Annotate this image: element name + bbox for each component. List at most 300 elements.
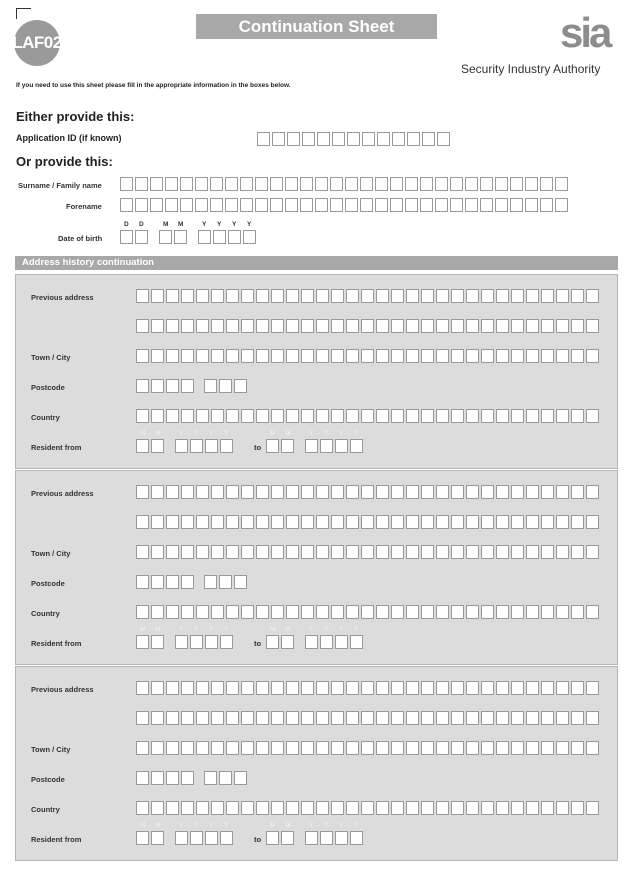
forename-box[interactable] xyxy=(450,198,463,212)
country-box[interactable] xyxy=(181,409,194,423)
forename-box[interactable] xyxy=(225,198,238,212)
country-box[interactable] xyxy=(271,605,284,619)
surname-box[interactable] xyxy=(255,177,268,191)
forename-box[interactable] xyxy=(525,198,538,212)
country-box[interactable] xyxy=(316,409,329,423)
address-line-1-box[interactable] xyxy=(466,485,479,499)
application-id-box[interactable] xyxy=(377,132,390,146)
resident-from-box[interactable] xyxy=(175,635,188,649)
resident-to-box[interactable] xyxy=(335,439,348,453)
surname-box[interactable] xyxy=(420,177,433,191)
address-line-2-box[interactable] xyxy=(361,319,374,333)
surname-box[interactable] xyxy=(195,177,208,191)
resident-from-box[interactable] xyxy=(151,439,164,453)
address-line-1-box[interactable] xyxy=(481,681,494,695)
postcode-box[interactable] xyxy=(151,771,164,785)
town-box[interactable] xyxy=(286,545,299,559)
forename-box[interactable] xyxy=(420,198,433,212)
country-box[interactable] xyxy=(406,605,419,619)
address-line-1-box[interactable] xyxy=(211,485,224,499)
country-box[interactable] xyxy=(181,605,194,619)
town-box[interactable] xyxy=(571,545,584,559)
country-box[interactable] xyxy=(331,801,344,815)
address-line-2-box[interactable] xyxy=(286,515,299,529)
town-box[interactable] xyxy=(436,545,449,559)
country-box[interactable] xyxy=(181,801,194,815)
resident-from-box[interactable] xyxy=(190,635,203,649)
town-box[interactable] xyxy=(181,741,194,755)
town-box[interactable] xyxy=(196,741,209,755)
country-box[interactable] xyxy=(301,409,314,423)
country-box[interactable] xyxy=(541,605,554,619)
surname-box[interactable] xyxy=(225,177,238,191)
resident-to-box[interactable] xyxy=(305,439,318,453)
surname-box[interactable] xyxy=(435,177,448,191)
postcode-box[interactable] xyxy=(204,771,217,785)
postcode-box[interactable] xyxy=(219,575,232,589)
address-line-1-box[interactable] xyxy=(436,485,449,499)
town-box[interactable] xyxy=(271,741,284,755)
address-line-1-box[interactable] xyxy=(586,681,599,695)
town-box[interactable] xyxy=(361,741,374,755)
postcode-box[interactable] xyxy=(181,771,194,785)
address-line-1-box[interactable] xyxy=(391,681,404,695)
address-line-2-box[interactable] xyxy=(451,515,464,529)
country-box[interactable] xyxy=(511,801,524,815)
resident-to-box[interactable] xyxy=(266,831,279,845)
postcode-box[interactable] xyxy=(234,379,247,393)
forename-box[interactable] xyxy=(165,198,178,212)
surname-box[interactable] xyxy=(450,177,463,191)
country-box[interactable] xyxy=(541,409,554,423)
country-box[interactable] xyxy=(571,605,584,619)
town-box[interactable] xyxy=(361,545,374,559)
town-box[interactable] xyxy=(271,545,284,559)
town-box[interactable] xyxy=(271,349,284,363)
address-line-1-box[interactable] xyxy=(511,681,524,695)
address-line-1-box[interactable] xyxy=(376,289,389,303)
address-line-2-box[interactable] xyxy=(196,515,209,529)
address-line-2-box[interactable] xyxy=(301,319,314,333)
resident-to-box[interactable] xyxy=(305,635,318,649)
forename-box[interactable] xyxy=(540,198,553,212)
town-box[interactable] xyxy=(361,349,374,363)
address-line-2-box[interactable] xyxy=(586,711,599,725)
application-id-box[interactable] xyxy=(257,132,270,146)
town-box[interactable] xyxy=(301,545,314,559)
town-box[interactable] xyxy=(286,349,299,363)
address-line-1-box[interactable] xyxy=(541,485,554,499)
country-box[interactable] xyxy=(241,605,254,619)
country-box[interactable] xyxy=(271,409,284,423)
address-line-2-box[interactable] xyxy=(496,711,509,725)
address-line-1-box[interactable] xyxy=(226,485,239,499)
country-box[interactable] xyxy=(211,605,224,619)
address-line-2-box[interactable] xyxy=(466,711,479,725)
town-box[interactable] xyxy=(451,741,464,755)
address-line-1-box[interactable] xyxy=(181,681,194,695)
resident-to-box[interactable] xyxy=(281,831,294,845)
address-line-2-box[interactable] xyxy=(451,711,464,725)
town-box[interactable] xyxy=(541,741,554,755)
resident-from-box[interactable] xyxy=(151,831,164,845)
address-line-2-box[interactable] xyxy=(526,711,539,725)
forename-box[interactable] xyxy=(555,198,568,212)
address-line-1-box[interactable] xyxy=(166,289,179,303)
address-line-2-box[interactable] xyxy=(241,711,254,725)
forename-box[interactable] xyxy=(135,198,148,212)
country-box[interactable] xyxy=(376,605,389,619)
town-box[interactable] xyxy=(451,545,464,559)
town-box[interactable] xyxy=(541,545,554,559)
address-line-2-box[interactable] xyxy=(496,319,509,333)
address-line-1-box[interactable] xyxy=(391,485,404,499)
town-box[interactable] xyxy=(196,545,209,559)
forename-box[interactable] xyxy=(405,198,418,212)
postcode-box[interactable] xyxy=(181,575,194,589)
country-box[interactable] xyxy=(196,605,209,619)
address-line-2-box[interactable] xyxy=(286,319,299,333)
surname-box[interactable] xyxy=(330,177,343,191)
forename-box[interactable] xyxy=(465,198,478,212)
town-box[interactable] xyxy=(541,349,554,363)
address-line-2-box[interactable] xyxy=(211,711,224,725)
town-box[interactable] xyxy=(586,741,599,755)
country-box[interactable] xyxy=(136,801,149,815)
town-box[interactable] xyxy=(526,545,539,559)
address-line-1-box[interactable] xyxy=(346,485,359,499)
application-id-box[interactable] xyxy=(362,132,375,146)
address-line-1-box[interactable] xyxy=(481,485,494,499)
address-line-1-box[interactable] xyxy=(496,485,509,499)
address-line-2-box[interactable] xyxy=(361,711,374,725)
town-box[interactable] xyxy=(376,349,389,363)
address-line-1-box[interactable] xyxy=(526,681,539,695)
town-box[interactable] xyxy=(406,349,419,363)
country-box[interactable] xyxy=(421,409,434,423)
town-box[interactable] xyxy=(166,349,179,363)
address-line-1-box[interactable] xyxy=(556,681,569,695)
resident-to-box[interactable] xyxy=(335,635,348,649)
resident-to-box[interactable] xyxy=(281,635,294,649)
address-line-1-box[interactable] xyxy=(136,485,149,499)
address-line-1-box[interactable] xyxy=(331,485,344,499)
address-line-1-box[interactable] xyxy=(241,289,254,303)
town-box[interactable] xyxy=(241,741,254,755)
address-line-1-box[interactable] xyxy=(361,289,374,303)
forename-box[interactable] xyxy=(390,198,403,212)
address-line-2-box[interactable] xyxy=(376,319,389,333)
address-line-2-box[interactable] xyxy=(511,711,524,725)
address-line-1-box[interactable] xyxy=(586,289,599,303)
resident-to-box[interactable] xyxy=(266,635,279,649)
town-box[interactable] xyxy=(316,545,329,559)
country-box[interactable] xyxy=(361,409,374,423)
resident-from-box[interactable] xyxy=(220,439,233,453)
country-box[interactable] xyxy=(346,801,359,815)
town-box[interactable] xyxy=(166,741,179,755)
resident-from-box[interactable] xyxy=(205,439,218,453)
address-line-2-box[interactable] xyxy=(436,711,449,725)
address-line-1-box[interactable] xyxy=(406,289,419,303)
address-line-1-box[interactable] xyxy=(196,681,209,695)
town-box[interactable] xyxy=(346,545,359,559)
address-line-2-box[interactable] xyxy=(391,515,404,529)
town-box[interactable] xyxy=(256,349,269,363)
town-box[interactable] xyxy=(391,741,404,755)
address-line-1-box[interactable] xyxy=(406,485,419,499)
address-line-1-box[interactable] xyxy=(286,681,299,695)
resident-to-box[interactable] xyxy=(320,831,333,845)
address-line-1-box[interactable] xyxy=(166,485,179,499)
town-box[interactable] xyxy=(481,741,494,755)
surname-box[interactable] xyxy=(240,177,253,191)
address-line-2-box[interactable] xyxy=(346,319,359,333)
country-box[interactable] xyxy=(286,409,299,423)
postcode-box[interactable] xyxy=(181,379,194,393)
address-line-2-box[interactable] xyxy=(151,711,164,725)
country-box[interactable] xyxy=(151,409,164,423)
surname-box[interactable] xyxy=(120,177,133,191)
forename-box[interactable] xyxy=(285,198,298,212)
address-line-2-box[interactable] xyxy=(196,711,209,725)
forename-box[interactable] xyxy=(195,198,208,212)
address-line-2-box[interactable] xyxy=(436,515,449,529)
country-box[interactable] xyxy=(421,801,434,815)
address-line-2-box[interactable] xyxy=(226,711,239,725)
address-line-1-box[interactable] xyxy=(136,289,149,303)
town-box[interactable] xyxy=(226,545,239,559)
address-line-2-box[interactable] xyxy=(571,319,584,333)
forename-box[interactable] xyxy=(255,198,268,212)
country-box[interactable] xyxy=(166,801,179,815)
application-id-box[interactable] xyxy=(272,132,285,146)
town-box[interactable] xyxy=(331,349,344,363)
resident-from-box[interactable] xyxy=(190,831,203,845)
forename-box[interactable] xyxy=(120,198,133,212)
town-box[interactable] xyxy=(211,741,224,755)
town-box[interactable] xyxy=(481,545,494,559)
address-line-1-box[interactable] xyxy=(211,289,224,303)
resident-to-box[interactable] xyxy=(281,439,294,453)
resident-from-box[interactable] xyxy=(205,635,218,649)
country-box[interactable] xyxy=(586,409,599,423)
country-box[interactable] xyxy=(511,409,524,423)
address-line-1-box[interactable] xyxy=(571,289,584,303)
town-box[interactable] xyxy=(496,349,509,363)
surname-box[interactable] xyxy=(135,177,148,191)
address-line-1-box[interactable] xyxy=(451,681,464,695)
town-box[interactable] xyxy=(136,741,149,755)
address-line-2-box[interactable] xyxy=(406,319,419,333)
address-line-2-box[interactable] xyxy=(421,515,434,529)
address-line-1-box[interactable] xyxy=(541,289,554,303)
resident-from-box[interactable] xyxy=(175,439,188,453)
address-line-1-box[interactable] xyxy=(271,485,284,499)
town-box[interactable] xyxy=(511,741,524,755)
address-line-2-box[interactable] xyxy=(436,319,449,333)
address-line-2-box[interactable] xyxy=(226,515,239,529)
address-line-2-box[interactable] xyxy=(586,319,599,333)
country-box[interactable] xyxy=(151,605,164,619)
address-line-2-box[interactable] xyxy=(376,515,389,529)
surname-box[interactable] xyxy=(525,177,538,191)
address-line-2-box[interactable] xyxy=(511,515,524,529)
address-line-1-box[interactable] xyxy=(211,681,224,695)
address-line-2-box[interactable] xyxy=(151,319,164,333)
address-line-2-box[interactable] xyxy=(541,515,554,529)
application-id-box[interactable] xyxy=(317,132,330,146)
town-box[interactable] xyxy=(556,741,569,755)
country-box[interactable] xyxy=(211,409,224,423)
application-id-box[interactable] xyxy=(437,132,450,146)
address-line-2-box[interactable] xyxy=(406,711,419,725)
address-line-1-box[interactable] xyxy=(346,681,359,695)
address-line-1-box[interactable] xyxy=(166,681,179,695)
address-line-1-box[interactable] xyxy=(541,681,554,695)
country-box[interactable] xyxy=(571,801,584,815)
town-box[interactable] xyxy=(301,349,314,363)
town-box[interactable] xyxy=(451,349,464,363)
address-line-1-box[interactable] xyxy=(421,289,434,303)
address-line-2-box[interactable] xyxy=(181,319,194,333)
address-line-2-box[interactable] xyxy=(301,515,314,529)
resident-to-box[interactable] xyxy=(350,439,363,453)
resident-to-box[interactable] xyxy=(320,635,333,649)
country-box[interactable] xyxy=(496,605,509,619)
country-box[interactable] xyxy=(466,801,479,815)
surname-box[interactable] xyxy=(315,177,328,191)
postcode-box[interactable] xyxy=(136,379,149,393)
surname-box[interactable] xyxy=(285,177,298,191)
address-line-2-box[interactable] xyxy=(331,515,344,529)
country-box[interactable] xyxy=(496,409,509,423)
address-line-1-box[interactable] xyxy=(421,485,434,499)
address-line-1-box[interactable] xyxy=(526,289,539,303)
address-line-1-box[interactable] xyxy=(361,681,374,695)
surname-box[interactable] xyxy=(555,177,568,191)
forename-box[interactable] xyxy=(180,198,193,212)
town-box[interactable] xyxy=(556,545,569,559)
forename-box[interactable] xyxy=(495,198,508,212)
forename-box[interactable] xyxy=(480,198,493,212)
address-line-1-box[interactable] xyxy=(451,289,464,303)
address-line-1-box[interactable] xyxy=(511,289,524,303)
town-box[interactable] xyxy=(151,349,164,363)
country-box[interactable] xyxy=(421,605,434,619)
town-box[interactable] xyxy=(586,545,599,559)
postcode-box[interactable] xyxy=(136,575,149,589)
country-box[interactable] xyxy=(466,605,479,619)
town-box[interactable] xyxy=(136,349,149,363)
country-box[interactable] xyxy=(361,605,374,619)
address-line-1-box[interactable] xyxy=(271,681,284,695)
forename-box[interactable] xyxy=(150,198,163,212)
forename-box[interactable] xyxy=(435,198,448,212)
country-box[interactable] xyxy=(241,409,254,423)
country-box[interactable] xyxy=(301,605,314,619)
country-box[interactable] xyxy=(451,605,464,619)
country-box[interactable] xyxy=(391,409,404,423)
postcode-box[interactable] xyxy=(151,575,164,589)
address-line-1-box[interactable] xyxy=(556,289,569,303)
address-line-2-box[interactable] xyxy=(136,711,149,725)
address-line-1-box[interactable] xyxy=(571,485,584,499)
address-line-2-box[interactable] xyxy=(271,711,284,725)
address-line-1-box[interactable] xyxy=(196,289,209,303)
country-box[interactable] xyxy=(481,409,494,423)
address-line-2-box[interactable] xyxy=(196,319,209,333)
resident-from-box[interactable] xyxy=(136,831,149,845)
address-line-2-box[interactable] xyxy=(556,515,569,529)
country-box[interactable] xyxy=(331,605,344,619)
town-box[interactable] xyxy=(181,545,194,559)
town-box[interactable] xyxy=(136,545,149,559)
address-line-2-box[interactable] xyxy=(181,515,194,529)
surname-box[interactable] xyxy=(165,177,178,191)
address-line-1-box[interactable] xyxy=(316,485,329,499)
town-box[interactable] xyxy=(196,349,209,363)
surname-box[interactable] xyxy=(375,177,388,191)
country-box[interactable] xyxy=(256,409,269,423)
country-box[interactable] xyxy=(436,409,449,423)
town-box[interactable] xyxy=(211,545,224,559)
country-box[interactable] xyxy=(451,409,464,423)
address-line-2-box[interactable] xyxy=(541,711,554,725)
address-line-2-box[interactable] xyxy=(421,319,434,333)
town-box[interactable] xyxy=(436,349,449,363)
address-line-2-box[interactable] xyxy=(271,515,284,529)
address-line-1-box[interactable] xyxy=(241,485,254,499)
address-line-2-box[interactable] xyxy=(241,515,254,529)
postcode-box[interactable] xyxy=(204,575,217,589)
town-box[interactable] xyxy=(256,741,269,755)
country-box[interactable] xyxy=(226,605,239,619)
address-line-1-box[interactable] xyxy=(226,289,239,303)
application-id-box[interactable] xyxy=(347,132,360,146)
resident-to-box[interactable] xyxy=(266,439,279,453)
address-line-1-box[interactable] xyxy=(271,289,284,303)
postcode-box[interactable] xyxy=(136,771,149,785)
address-line-2-box[interactable] xyxy=(556,711,569,725)
town-box[interactable] xyxy=(526,741,539,755)
dob-box[interactable] xyxy=(135,230,148,244)
address-line-2-box[interactable] xyxy=(376,711,389,725)
address-line-1-box[interactable] xyxy=(496,289,509,303)
address-line-1-box[interactable] xyxy=(496,681,509,695)
address-line-1-box[interactable] xyxy=(301,681,314,695)
address-line-2-box[interactable] xyxy=(226,319,239,333)
country-box[interactable] xyxy=(376,801,389,815)
address-line-1-box[interactable] xyxy=(181,485,194,499)
country-box[interactable] xyxy=(526,409,539,423)
address-line-2-box[interactable] xyxy=(481,515,494,529)
town-box[interactable] xyxy=(151,545,164,559)
address-line-1-box[interactable] xyxy=(556,485,569,499)
town-box[interactable] xyxy=(481,349,494,363)
town-box[interactable] xyxy=(331,545,344,559)
town-box[interactable] xyxy=(466,741,479,755)
postcode-box[interactable] xyxy=(151,379,164,393)
address-line-2-box[interactable] xyxy=(256,319,269,333)
address-line-2-box[interactable] xyxy=(496,515,509,529)
resident-from-box[interactable] xyxy=(136,439,149,453)
country-box[interactable] xyxy=(556,801,569,815)
resident-from-box[interactable] xyxy=(136,635,149,649)
address-line-1-box[interactable] xyxy=(286,289,299,303)
address-line-1-box[interactable] xyxy=(151,289,164,303)
application-id-box[interactable] xyxy=(302,132,315,146)
